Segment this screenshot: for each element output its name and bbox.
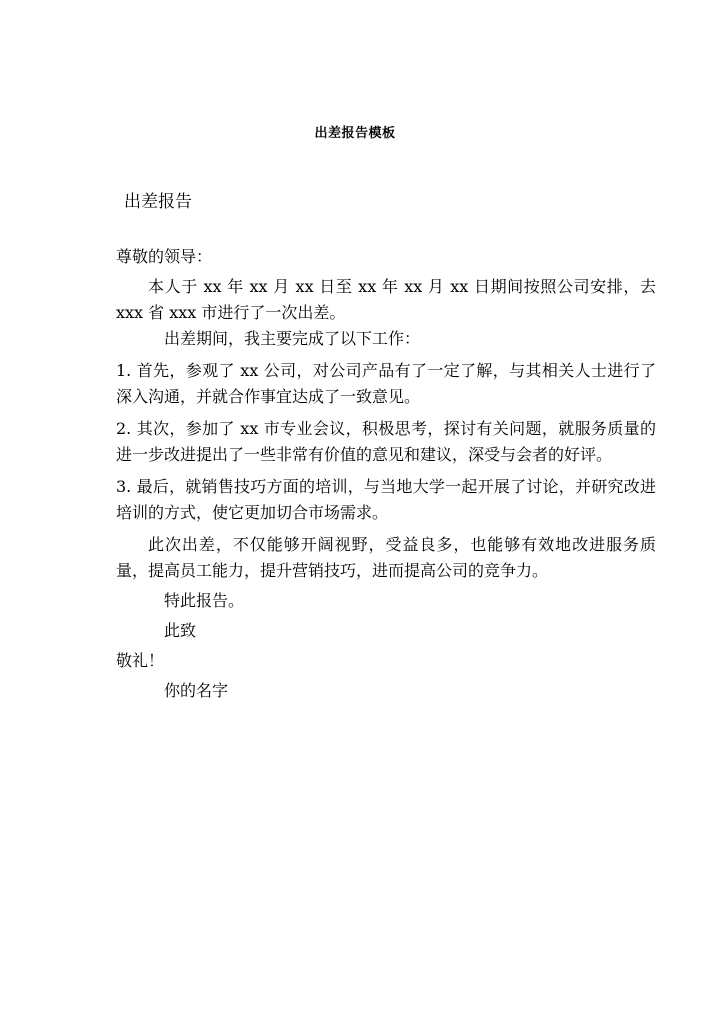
closing-salute: 敬礼！: [116, 651, 165, 670]
signature: 你的名字: [164, 681, 229, 700]
work-intro-paragraph: 出差期间，我主要完成了以下工作：: [164, 329, 421, 348]
document-title: 出差报告模板: [314, 126, 396, 141]
closing-to: 此致: [164, 621, 197, 640]
intro-paragraph: 本人于 xx 年 xx 月 xx 日至 xx 年 xx 月 xx 日期间按照公司安排，去 xxx 省 xxx 市进行了一次出差。: [116, 277, 656, 322]
work-item-1: 1. 首先，参观了 xx 公司，对公司产品有了一定了解，与其相关人士进行了深入沟通，并就合作事宜达成了一致意见。: [116, 361, 656, 406]
salutation: 尊敬的领导：: [116, 247, 213, 266]
summary-paragraph: 此次出差，不仅能够开阔视野，受益良多，也能够有效地改进服务质量，提高员工能力，提升营销技巧，进而提高公司的竞争力。: [116, 535, 656, 580]
closing-report: 特此报告。: [164, 591, 245, 610]
report-heading: 出差报告: [124, 192, 192, 212]
report-body: [116, 244, 656, 704]
work-item-2: 2. 其次，参加了 xx 市专业会议，积极思考，探讨有关问题，就服务质量的进一步改进提出了一些非常有价值的意见和建议，深受与会者的好评。: [116, 419, 656, 464]
work-item-3: 3. 最后，就销售技巧方面的培训，与当地大学一起开展了讨论，并研究改进培训的方式，使它更加切合市场需求。: [116, 477, 656, 522]
